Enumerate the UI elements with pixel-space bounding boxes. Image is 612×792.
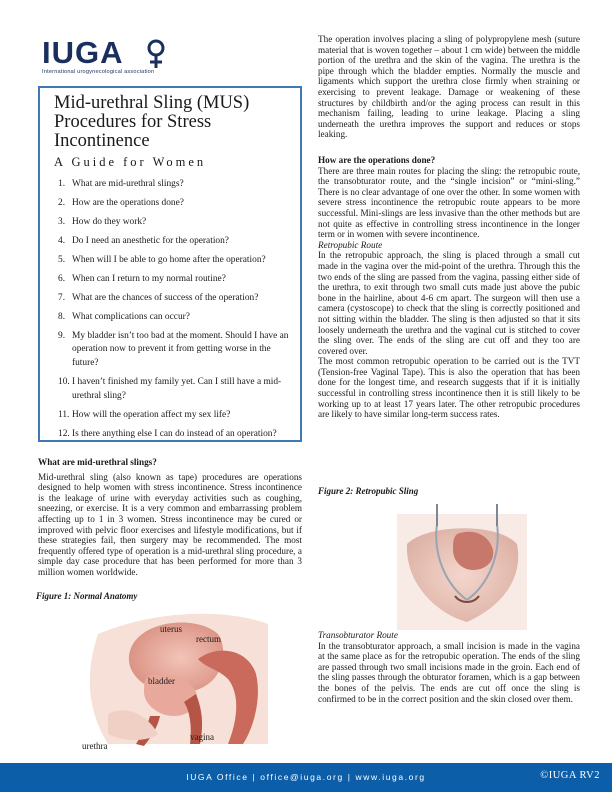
logo-tagline: International urogynecological association <box>42 69 155 75</box>
document-subtitle: A Guide for Women <box>54 155 207 169</box>
contents-box <box>38 86 302 442</box>
contents-item[interactable]: 9. My bladder isn’t too bad at the moment. Should I have an operation now to prevent it from getting worse in the future? <box>58 330 289 369</box>
logo-wordmark: IUGA <box>42 35 124 70</box>
footer-contact: IUGA Office | office@iuga.org | www.iuga.org <box>186 772 426 782</box>
section-heading: What are mid-urethral slings? <box>38 457 157 467</box>
label-vagina: vagina <box>190 732 214 742</box>
contents-item[interactable]: 10. I haven’t finished my family yet. Can I still have a mid-urethral sling? <box>58 377 282 401</box>
contents-item[interactable]: 8. What complications can occur? <box>58 311 190 322</box>
label-uterus: uterus <box>160 624 182 634</box>
subheading-transobturator: Transobturator Route <box>318 630 398 640</box>
paragraph: Mid-urethral sling (also known as tape) procedures are operations designed to help women with stress incontinence. Stress incontinence is the leakage of urine with everyday activities such as coughing, sneezing, or exercise. It is a very common and embarrassing problem affecting up to 1 in 3 women. Stress incontinence may be cured or improved with pelvic floor exercises and lifestyle modifications, but if these strategies fail, then surgery may be recommended. The most frequently offered type of operation is a mid-urethral sling procedure, a simple day case procedure that has been performed for more than 3 million women worldwide. <box>38 471 302 577</box>
section-what-are-slings <box>38 457 302 578</box>
contents-item[interactable]: 1. What are mid-urethral slings? <box>58 179 184 189</box>
contents-item[interactable]: 11. How will the operation affect my sex life? <box>58 409 231 420</box>
retropubic-sling-figure <box>397 504 527 630</box>
contents-item[interactable]: 5. When will I be able to go home after the operation? <box>58 254 266 265</box>
anatomy-figure <box>78 604 268 752</box>
female-symbol-icon <box>145 38 167 70</box>
contents-item[interactable]: 7. What are the chances of success of the operation? <box>58 292 259 303</box>
footer-bar <box>0 763 612 792</box>
contents-item[interactable]: 3. How do they work? <box>58 216 147 227</box>
section-transobturator <box>318 630 580 704</box>
contents-item[interactable]: 12. Is there anything else I can do instead of an operation? <box>58 428 277 439</box>
section-heading: How are the operations done? <box>318 155 436 165</box>
contents-list <box>58 178 296 447</box>
figure-caption: Figure 1: Normal Anatomy <box>36 591 138 601</box>
paragraph: There are three main routes for placing the sling: the retropubic route, the transobturator route, and the “single incision” or “mini-sling.” There is no clear advantage of one over the other. In some women with severe stress incontinence the retropubic route appears to be more successful. Mini-slings are less invasive than the other methods but are not quite as effective in controlling stress incontinence in the longer term or in women with severe incontinence. <box>318 165 580 240</box>
label-rectum: rectum <box>196 634 221 644</box>
subheading-retropubic: Retropubic Route <box>318 239 383 250</box>
paragraph: In the transobturator approach, a small incision is made in the vagina at the same place as for the retropubic operation. The ends of the sling are passed through two small incisions made in the groin. Each end of the sling passes through the obturator foramen, which is a gap between the bones of the pelvis. The ends are cut off once the sling is confirmed to be in the correct position and the skin closed over them. <box>318 640 580 704</box>
figure-caption: Figure 2: Retropubic Sling <box>318 486 419 496</box>
footer-copyright: ©IUGA RV2 <box>540 770 600 781</box>
sling-illustration <box>397 504 527 630</box>
contents-item[interactable]: 6. When can I return to my normal routine? <box>58 273 226 284</box>
label-bladder: bladder <box>148 676 175 686</box>
paragraph: The most common retropubic operation to be carried out is the TVT (Tension-free Vaginal Tape). This is also the operation that has been done for the longest time, and research suggests that if it is initially successful in controlling stress incontinence then it is still likely to be working up to at least 17 years later. The other retropubic procedures are likely to have similar long-term success rates. <box>318 356 580 420</box>
paragraph-intro: The operation involves placing a sling of polypropylene mesh (suture material that is woven together – about 1 cm wide) between the middle portion of the urethra and the skin of the vagina. The urethra is the pipe through which the bladder empties. Normally the muscle and ligaments which support the urethra close firmly when straining or exercising to prevent leakage. Damage or weakening of these structures by childbirth and/or the aging process can result in this mechanism failing, leading to urine leakage. Placing a sling underneath the urethra improves the support and reduces or stops leaking. <box>318 34 580 140</box>
paragraph: In the retropubic approach, the sling is placed through a small cut made in the vagina over the mid-point of the urethra. Through this the two ends of the sling are passed from the vagina, passing either side of the urethra, to exit through two small cuts made just above the pubic bone in the hairline, about 4-6 cm apart. The surgeon will then use a camera (cystoscope) to check that the sling is correctly positioned and not sitting within the bladder. The sling is then adjusted so that it sits loosely underneath the urethra and the vaginal cut is stitched to cover the sling over. The ends of the sling are cut off and they too are covered over. <box>318 250 580 356</box>
contents-item[interactable]: 4. Do I need an anesthetic for the operation? <box>58 235 229 246</box>
document-title: Mid-urethral Sling (MUS) Procedures for Stress Incontinence <box>54 93 250 151</box>
iuga-logo <box>42 36 172 76</box>
label-urethra: urethra <box>82 741 108 751</box>
contents-item[interactable]: 2. How are the operations done? <box>58 197 184 208</box>
section-how-operations-done <box>318 155 580 420</box>
